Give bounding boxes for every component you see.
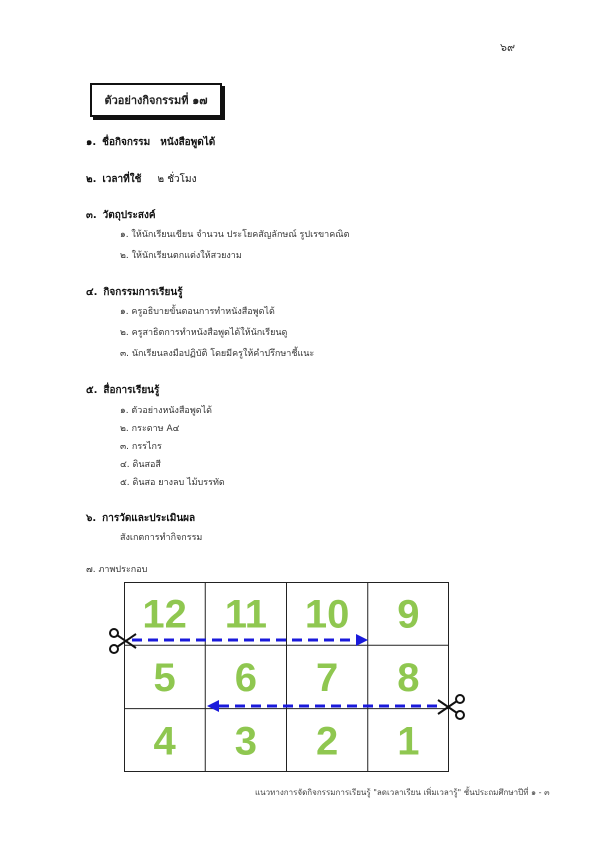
page-footer: แนวทางการจัดกิจกรรมการเรียนรู้ "ลดเวลาเรียน เพิ่มเวลารู้" ชั้นประถมศึกษาปีที่ ๑ - ๓ — [255, 788, 550, 797]
page-number: ๖๙ — [500, 41, 516, 54]
grid-number: 4 — [153, 719, 176, 764]
list-item: ๓. กรรไกร — [120, 442, 162, 452]
section-number: ๒. — [86, 174, 97, 185]
grid-number: 11 — [224, 592, 268, 637]
section-objectives — [86, 208, 156, 223]
grid-number: 3 — [234, 719, 257, 764]
activity-title: ตัวอย่างกิจกรรมที่ ๑๗ — [104, 94, 208, 107]
list-item: ๔. ดินสอสี — [120, 460, 161, 470]
grid-number: 12 — [142, 592, 187, 637]
section-label: เวลาที่ใช้ — [102, 174, 142, 185]
list-item: ๑. ให้นักเรียนเขียน จำนวน ประโยคสัญลักษณ์ รูปเรขาคณิต — [120, 230, 350, 240]
grid-number: 2 — [316, 719, 339, 764]
list-item: ๑. ตัวอย่างหนังสือพูดได้ — [120, 406, 212, 416]
section-number: ๕. — [86, 385, 98, 396]
section-number: ๔. — [86, 287, 98, 298]
section-detail: หนังสือพูดได้ — [160, 137, 216, 148]
section-number: ๓. — [86, 210, 97, 221]
grid-number: 6 — [234, 656, 257, 700]
scissors-icon — [108, 626, 138, 656]
scissors-icon — [436, 692, 466, 722]
section-number: ๑. — [86, 137, 97, 148]
section-label: ชื่อกิจกรรม — [102, 137, 151, 148]
list-item: ๒. ครูสาธิตการทำหนังสือพูดได้ให้นักเรียนดู — [120, 328, 288, 338]
grid-number: 7 — [316, 656, 339, 700]
section-label: วัตถุประสงค์ — [102, 210, 156, 221]
book-grid-figure — [124, 582, 449, 772]
grid-number: 5 — [153, 656, 176, 700]
section-learning-materials — [86, 383, 159, 398]
list-item: ๑. ครูอธิบายขั้นตอนการทำหนังสือพูดได้ — [120, 307, 275, 317]
grid-number: 10 — [304, 592, 350, 637]
grid-number: 9 — [397, 592, 420, 637]
section-activity-name — [86, 135, 215, 150]
list-item: สังเกตการทำกิจกรรม — [120, 533, 203, 543]
list-item: ๓. นักเรียนลงมือปฏิบัติ โดยมีครูให้คำปรึกษาชี้แนะ — [120, 349, 315, 359]
list-item: ๕. ดินสอ ยางลบ ไม้บรรทัด — [120, 478, 225, 488]
grid-number: 1 — [397, 719, 420, 764]
section-duration — [86, 172, 196, 187]
section-label: สื่อการเรียนรู้ — [103, 385, 160, 396]
figure-label: ๗. ภาพประกอบ — [86, 565, 148, 575]
activity-title-box — [90, 83, 222, 117]
section-learning-activities — [86, 285, 183, 300]
list-item: ๒. ให้นักเรียนตกแต่งให้สวยงาม — [120, 251, 242, 261]
grid-number: 8 — [397, 656, 420, 700]
section-evaluation — [86, 511, 195, 526]
section-label: กิจกรรมการเรียนรู้ — [103, 287, 183, 298]
section-label: การวัดและประเมินผล — [102, 513, 196, 524]
section-detail: ๒ ชั่วโมง — [157, 174, 197, 185]
list-item: ๒. กระดาษ A๔ — [120, 424, 180, 434]
cut-arrow-bottom — [207, 700, 442, 712]
section-number: ๖. — [86, 513, 97, 524]
